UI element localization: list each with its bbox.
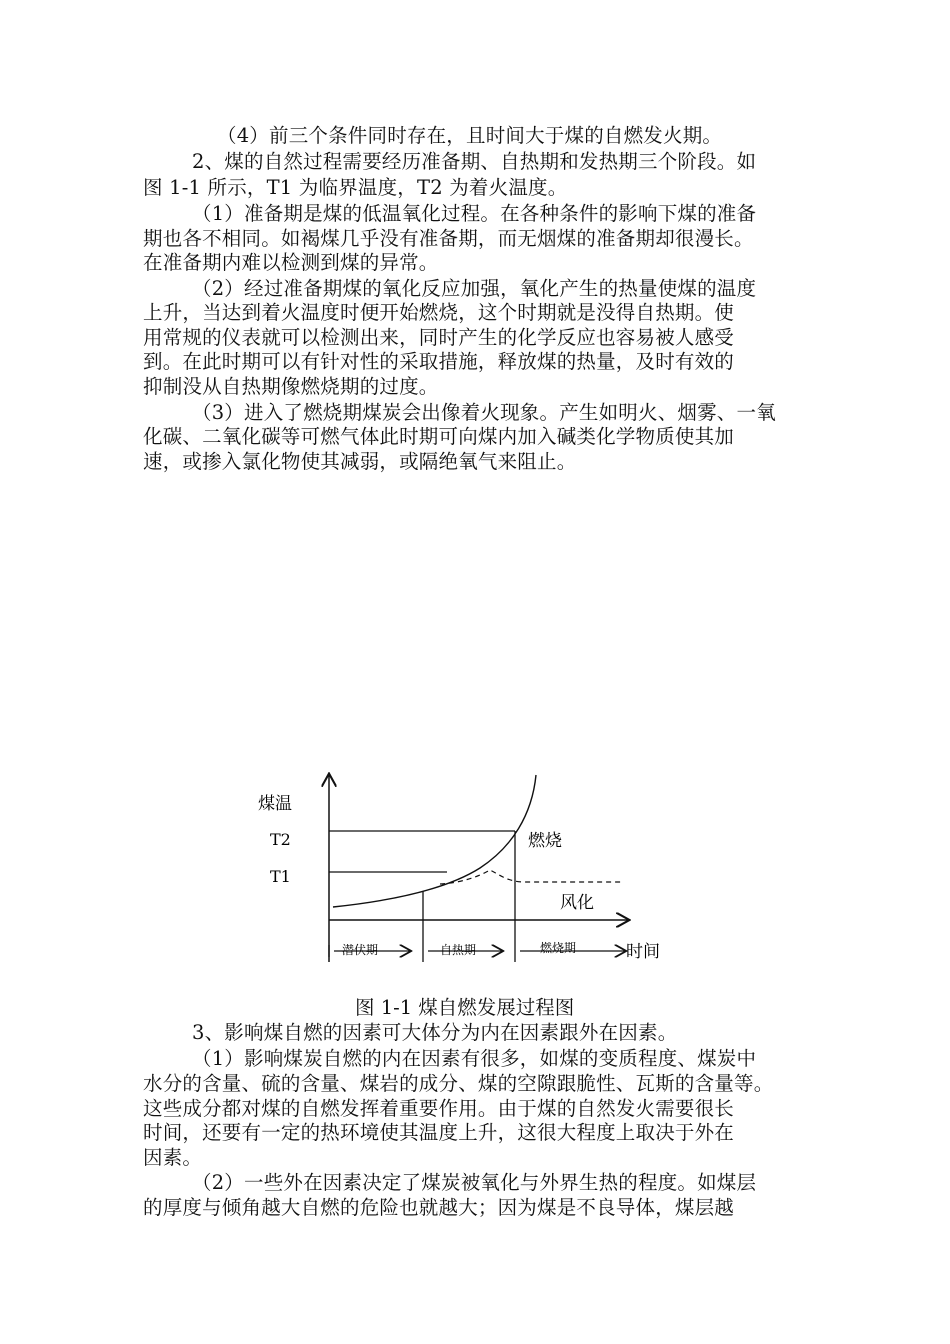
burn-label: 燃烧 xyxy=(528,831,562,851)
paragraph-line: 因素。 xyxy=(143,1146,203,1169)
paragraph-line: 到。在此时期可以有针对性的采取措施，释放煤的热量，及时有效的 xyxy=(143,350,735,373)
coal-self-ignition-diagram xyxy=(250,765,670,975)
phase-label-burning: 燃烧期 xyxy=(540,941,577,955)
phase-label-latent: 潜伏期 xyxy=(342,943,379,957)
temperature-curve xyxy=(333,775,536,907)
paragraph-line: 时间，还要有一定的热环境使其温度上升，这很大程度上取决于外在 xyxy=(143,1121,735,1144)
paragraph-line: （3）进入了燃烧期煤炭会出像着火现象。产生如明火、烟雾、一氧 xyxy=(192,401,776,424)
paragraph-line: 水分的含量、硫的含量、煤岩的成分、煤的空隙跟脆性、瓦斯的含量等。 xyxy=(143,1072,774,1095)
figure-caption: 图 1-1 煤自燃发展过程图 xyxy=(355,996,575,1019)
t2-label: T2 xyxy=(270,830,291,849)
paragraph-line: （2）一些外在因素决定了煤炭被氧化与外界生热的程度。如煤层 xyxy=(192,1171,757,1194)
t1-label: T1 xyxy=(270,867,291,886)
phase-label-self-heating: 自热期 xyxy=(440,943,477,957)
paragraph-line: 用常规的仪表就可以检测出来，同时产生的化学反应也容易被人感受 xyxy=(143,326,735,349)
paragraph-line: 化碳、二氧化碳等可燃气体此时期可向煤内加入碱类化学物质使其加 xyxy=(143,425,735,448)
paragraph-line: 速，或掺入氯化物使其减弱，或隔绝氧气来阻止。 xyxy=(143,450,577,473)
paragraph-line: 在准备期内难以检测到煤的异常。 xyxy=(143,251,439,274)
weathering-label: 风化 xyxy=(560,893,594,913)
paragraph-line: 图 1-1 所示，T1 为临界温度，T2 为着火温度。 xyxy=(143,176,568,199)
y-axis-label: 煤温 xyxy=(258,794,292,814)
paragraph-line: 上升，当达到着火温度时便开始燃烧，这个时期就是没得自热期。使 xyxy=(143,301,735,324)
paragraph-line: 期也各不相同。如褐煤几乎没有准备期，而无烟煤的准备期却很漫长。 xyxy=(143,227,754,250)
paragraph-line: （1）准备期是煤的低温氧化过程。在各种条件的影响下煤的准备 xyxy=(192,202,757,225)
paragraph-line: 抑制没从自热期像燃烧期的过度。 xyxy=(143,375,439,398)
paragraph-line: 3、影响煤自燃的因素可大体分为内在因素跟外在因素。 xyxy=(192,1021,678,1044)
weathering-curve xyxy=(440,870,622,884)
paragraph-line: （2）经过准备期煤的氧化反应加强，氧化产生的热量使煤的温度 xyxy=(192,277,757,300)
paragraph-line: 这些成分都对煤的自燃发挥着重要作用。由于煤的自然发火需要很长 xyxy=(143,1097,735,1120)
x-axis-label: 时间 xyxy=(626,942,660,962)
paragraph-line: 2、煤的自然过程需要经历准备期、自热期和发热期三个阶段。如 xyxy=(192,150,757,173)
paragraph-line: 的厚度与倾角越大自燃的危险也就越大；因为煤是不良导体，煤层越 xyxy=(143,1196,735,1219)
paragraph-line: （4）前三个条件同时存在，且时间大于煤的自燃发火期。 xyxy=(217,124,723,147)
paragraph-line: （1）影响煤炭自燃的内在因素有很多，如煤的变质程度、煤炭中 xyxy=(192,1047,757,1070)
